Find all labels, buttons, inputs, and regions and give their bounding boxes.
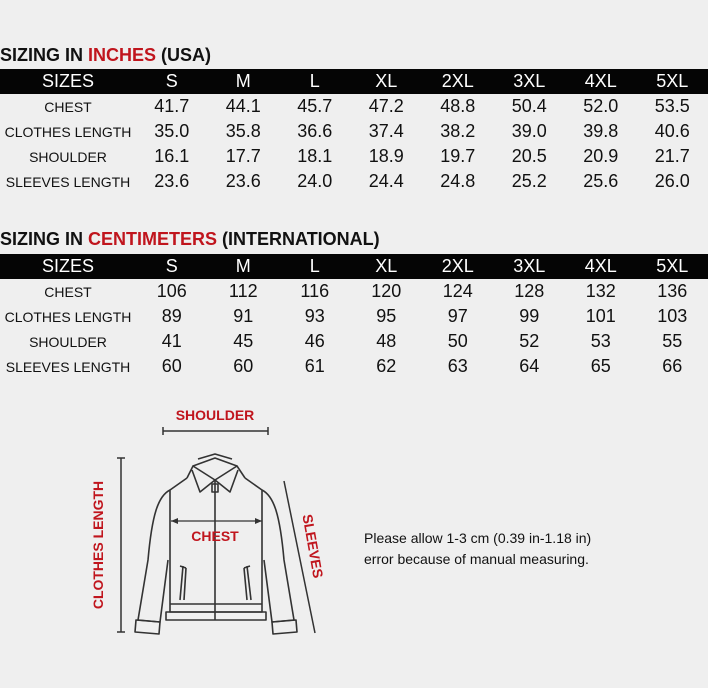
table-cell: 103 <box>657 306 688 326</box>
table-cell: 39.8 <box>583 121 619 141</box>
table-cell: 23.6 <box>225 171 261 191</box>
table-cell: 39.0 <box>511 121 547 141</box>
row-label: CLOTHES LENGTH <box>4 308 132 325</box>
table-cell: 21.7 <box>654 146 690 166</box>
table-row <box>0 279 708 304</box>
row-label: CLOTHES LENGTH <box>4 123 132 140</box>
table-cell: 112 <box>228 281 258 301</box>
sizes-header-cell: SIZES <box>0 69 136 94</box>
table-cell: 25.2 <box>511 171 547 191</box>
table-cell: 61 <box>304 356 325 376</box>
centimeters-size-table <box>0 254 708 379</box>
inches-size-table <box>0 69 708 194</box>
table-cell: 26.0 <box>654 171 690 191</box>
inches-section-title: SIZING IN INCHES (USA) <box>0 45 212 65</box>
table-row <box>0 169 708 194</box>
table-cell: 50 <box>447 331 468 351</box>
chest-label: CHEST <box>191 528 239 544</box>
row-label: CHEST <box>44 283 92 300</box>
size-header-5xl: 5XL <box>637 69 708 94</box>
table-cell: 41.7 <box>154 96 190 116</box>
size-header-l: L <box>279 69 351 94</box>
table-cell: 97 <box>447 306 468 326</box>
table-cell: 53 <box>590 331 611 351</box>
table-cell: 20.5 <box>511 146 547 166</box>
table-cell: 52.0 <box>583 96 619 116</box>
table-cell: 45 <box>233 331 254 351</box>
table-cell: 48 <box>376 331 397 351</box>
table-cell: 24.8 <box>440 171 476 191</box>
clothes-length-label: CLOTHES LENGTH <box>90 480 106 610</box>
table-cell: 116 <box>300 281 330 301</box>
table-cell: 99 <box>519 306 540 326</box>
shoulder-label: SHOULDER <box>175 407 255 423</box>
table-cell: 25.6 <box>583 171 619 191</box>
table-cell: 120 <box>371 281 402 301</box>
table-cell: 44.1 <box>225 96 261 116</box>
jacket-icon <box>135 454 297 634</box>
table-cell: 91 <box>233 306 254 326</box>
table-cell: 16.1 <box>154 146 190 166</box>
table-cell: 128 <box>514 281 545 301</box>
table-cell: 45.7 <box>297 96 333 116</box>
table-header-row <box>0 69 708 94</box>
table-cell: 89 <box>161 306 182 326</box>
table-cell: 46 <box>304 331 325 351</box>
centimeters-section-title: SIZING IN CENTIMETERS (INTERNATIONAL) <box>0 229 380 249</box>
size-header-m: M <box>208 69 280 94</box>
size-header-xl: XL <box>351 69 423 94</box>
size-header-5xl: 5XL <box>637 254 708 279</box>
table-cell: 50.4 <box>511 96 547 116</box>
table-cell: 93 <box>304 306 325 326</box>
table-row <box>0 304 708 329</box>
table-cell: 48.8 <box>440 96 476 116</box>
table-cell: 18.1 <box>297 146 333 166</box>
table-cell: 52 <box>519 331 540 351</box>
size-header-4xl: 4XL <box>565 69 637 94</box>
size-header-3xl: 3XL <box>494 69 566 94</box>
table-cell: 101 <box>585 306 616 326</box>
size-header-3xl: 3XL <box>494 254 566 279</box>
table-cell: 60 <box>161 356 182 376</box>
measurement-note: Please allow 1-3 cm (0.39 in-1.18 in) error because of manual measuring. <box>364 530 592 567</box>
table-cell: 38.2 <box>440 121 476 141</box>
table-cell: 53.5 <box>654 96 690 116</box>
size-header-s: S <box>136 254 208 279</box>
table-cell: 106 <box>156 281 187 301</box>
table-header-row <box>0 254 708 279</box>
size-header-l: L <box>279 254 351 279</box>
size-header-2xl: 2XL <box>422 69 494 94</box>
row-label: CHEST <box>44 98 92 115</box>
sleeves-label: SLEEVES <box>299 512 327 580</box>
table-cell: 41 <box>161 331 182 351</box>
table-cell: 66 <box>662 356 683 376</box>
table-cell: 24.0 <box>297 171 333 191</box>
table-cell: 37.4 <box>368 121 404 141</box>
table-cell: 136 <box>657 281 688 301</box>
table-cell: 19.7 <box>440 146 476 166</box>
size-header-xl: XL <box>351 254 423 279</box>
table-cell: 23.6 <box>154 171 190 191</box>
table-cell: 63 <box>447 356 468 376</box>
table-cell: 40.6 <box>654 121 690 141</box>
row-label: SHOULDER <box>29 148 107 165</box>
table-cell: 35.8 <box>225 121 261 141</box>
table-cell: 65 <box>590 356 611 376</box>
table-cell: 18.9 <box>368 146 404 166</box>
size-header-m: M <box>208 254 280 279</box>
table-row <box>0 354 708 379</box>
table-cell: 36.6 <box>297 121 333 141</box>
table-row <box>0 329 708 354</box>
table-cell: 95 <box>376 306 397 326</box>
row-label: SHOULDER <box>29 333 107 350</box>
size-header-s: S <box>136 69 208 94</box>
row-label: SLEEVES LENGTH <box>5 358 131 375</box>
table-cell: 132 <box>585 281 616 301</box>
row-label: SLEEVES LENGTH <box>5 173 131 190</box>
table-cell: 35.0 <box>154 121 190 141</box>
table-cell: 17.7 <box>225 146 261 166</box>
table-cell: 124 <box>442 281 473 301</box>
size-header-4xl: 4XL <box>565 254 637 279</box>
table-cell: 20.9 <box>583 146 619 166</box>
table-row <box>0 119 708 144</box>
table-cell: 55 <box>662 331 683 351</box>
table-cell: 62 <box>376 356 397 376</box>
table-row <box>0 94 708 119</box>
table-cell: 60 <box>233 356 254 376</box>
table-cell: 64 <box>519 356 540 376</box>
table-cell: 47.2 <box>368 96 404 116</box>
table-cell: 24.4 <box>368 171 404 191</box>
sizes-header-cell: SIZES <box>0 254 136 279</box>
size-header-2xl: 2XL <box>422 254 494 279</box>
table-row <box>0 144 708 169</box>
